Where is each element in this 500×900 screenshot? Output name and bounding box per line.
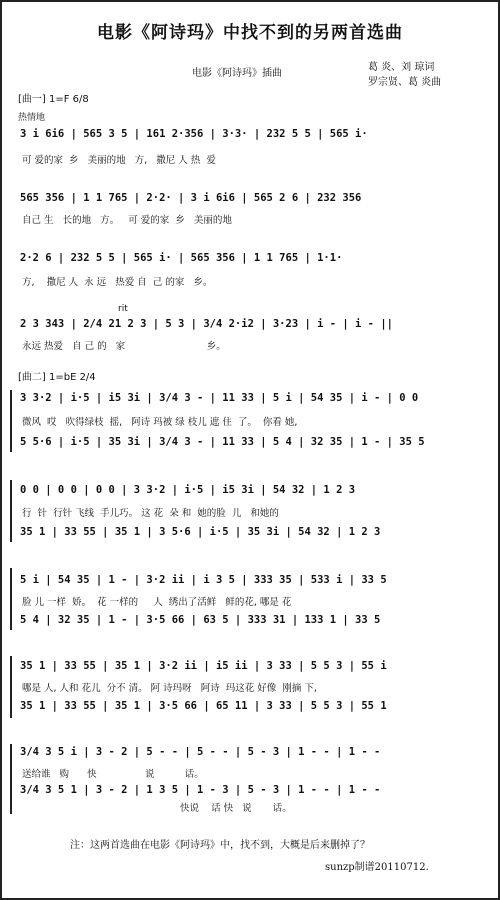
song2-top-line-2: 0 0 | 0 0 | 0 0 | 3 3·2 | i·5 | i5 3i | 54 32 | 1 2 3 xyxy=(20,484,356,496)
song2-label: [曲二] 1=bE 2/4 xyxy=(18,372,96,383)
song2-top-line-3: 5 i | 54 35 | 1 - | 3·2 ii | i 3 5 | 333 35 | 533 i | 33 5 xyxy=(20,574,387,586)
song2-bottom-line-3: 5 4 | 32 35 | 1 - | 3·5 66 | 63 5 | 333 31 | 133 1 | 33 5 xyxy=(20,614,381,626)
song1-tempo: 热情地 xyxy=(18,113,46,123)
song1-lyrics-line-3: 方, 撒尼 人 永 远 热爱 自 己 的家 乡。 xyxy=(22,277,213,288)
song1-notes-line-2: 565 356 | 1 1 765 | 2·2· | 3 i 6i6 | 565 2 6 | 232 356 xyxy=(20,192,362,204)
song2-lyrics-line-1: 微风 哎 吹得绿枝 摇, 阿诗 玛被 绿 枝儿 遮 住 了。 你看 她, xyxy=(22,417,298,428)
song2-bottom-line-2: 35 1 | 33 55 | 35 1 | 3 5·6 | i·5 | 35 3i | 54 32 | 1 2 3 xyxy=(20,526,381,538)
system-bar-3 xyxy=(10,568,15,630)
song1-lyrics-line-2: 自己 生 长的地 方。 可 爱的家 乡 美丽的地 xyxy=(22,215,232,226)
song1-lyrics-line-1: 可 爱的家 乡 美丽的地 方, 撒尼 人 热 爱 xyxy=(22,155,216,166)
song2-top-line-4: 35 1 | 33 55 | 35 1 | 3·2 ii | i5 ii | 3 33 | 5 5 3 | 55 i xyxy=(20,660,387,672)
song2-lyrics-line-3: 脸 儿 一样 娇。 花 一样的 人 绣出了活鲜 鲜的花, 哪是 花 xyxy=(22,597,292,608)
page-title: 电影《阿诗玛》中找不到的另两首选曲 xyxy=(97,23,403,43)
song2-top-line-1: 3 3·2 | i·5 | i5 3i | 3/4 3 - | 11 33 | 5 i | 54 35 | i - | 0 0 xyxy=(20,392,419,404)
song1-label: [曲一] 1=F 6/8 xyxy=(18,94,89,105)
song2-bottom-line-5: 3/4 3 5 1 | 3 - 2 | 1 3 5 | 1 - 3 | 5 - 3 | 1 - - | 1 - - xyxy=(20,784,381,796)
composer-credit: 罗宗贤、葛 炎曲 xyxy=(368,77,442,88)
song2-lyrics-line-2: 行 针 行针 飞线 手儿巧。 这 花 朵 和 她的脸 儿 和她的 xyxy=(22,508,279,519)
song2-top-line-5: 3/4 3 5 i | 3 - 2 | 5 - - | 5 - - | 5 - 3 | 1 - - | 1 - - xyxy=(20,746,381,758)
song1-lyrics-line-4: 永远 热爱 自 己 的 家 乡。 xyxy=(22,341,226,352)
song1-notes-line-1: 3 i 6i6 | 565 3 5 | 161 2·356 | 3·3· | 232 5 5 | 565 i· xyxy=(20,128,368,140)
song2-lyrics-line-5b: 快说 话 快 说 话。 xyxy=(180,803,292,814)
system-bar-1 xyxy=(10,390,15,452)
credits xyxy=(368,60,441,90)
signature: sunzp制谱20110712. xyxy=(325,862,429,873)
system-bar-5 xyxy=(10,744,15,814)
subtitle: 电影《阿诗玛》插曲 xyxy=(192,68,282,79)
song2-bottom-line-4: 35 1 | 33 55 | 35 1 | 3·5 66 | 65 11 | 3 33 | 5 5 3 | 55 1 xyxy=(20,700,387,712)
song2-lyrics-line-4: 哪是 人, 人和 花儿 分不 清。 阿 诗玛呀 阿诗 玛这花 好像 刚摘 下, xyxy=(22,683,317,694)
song2-bottom-line-1: 5 5·6 | i·5 | 35 3i | 3/4 3 - | 11 33 | 5 4 | 32 35 | 1 - | 35 5 xyxy=(20,436,425,448)
lyricist-credit: 葛 炎、刘 琼词 xyxy=(368,62,435,73)
footnote: 注：这两首选曲在电影《阿诗玛》中，找不到，大概是后来删掉了？ xyxy=(70,840,370,851)
rit-marking: rit xyxy=(118,304,128,314)
system-bar-2 xyxy=(10,480,15,542)
song2-lyrics-line-5: 送给谁 购 快 说 话。 xyxy=(22,769,204,780)
system-bar-4 xyxy=(10,656,15,718)
song1-notes-line-3: 2·2 6 | 232 5 5 | 565 i· | 565 356 | 1 1 765 | 1·1· xyxy=(20,252,343,264)
song1-notes-line-4: 2 3 343 | 2/4 21 2 3 | 5 3 | 3/4 2·i2 | 3·23 | i - | i - || xyxy=(20,318,393,330)
